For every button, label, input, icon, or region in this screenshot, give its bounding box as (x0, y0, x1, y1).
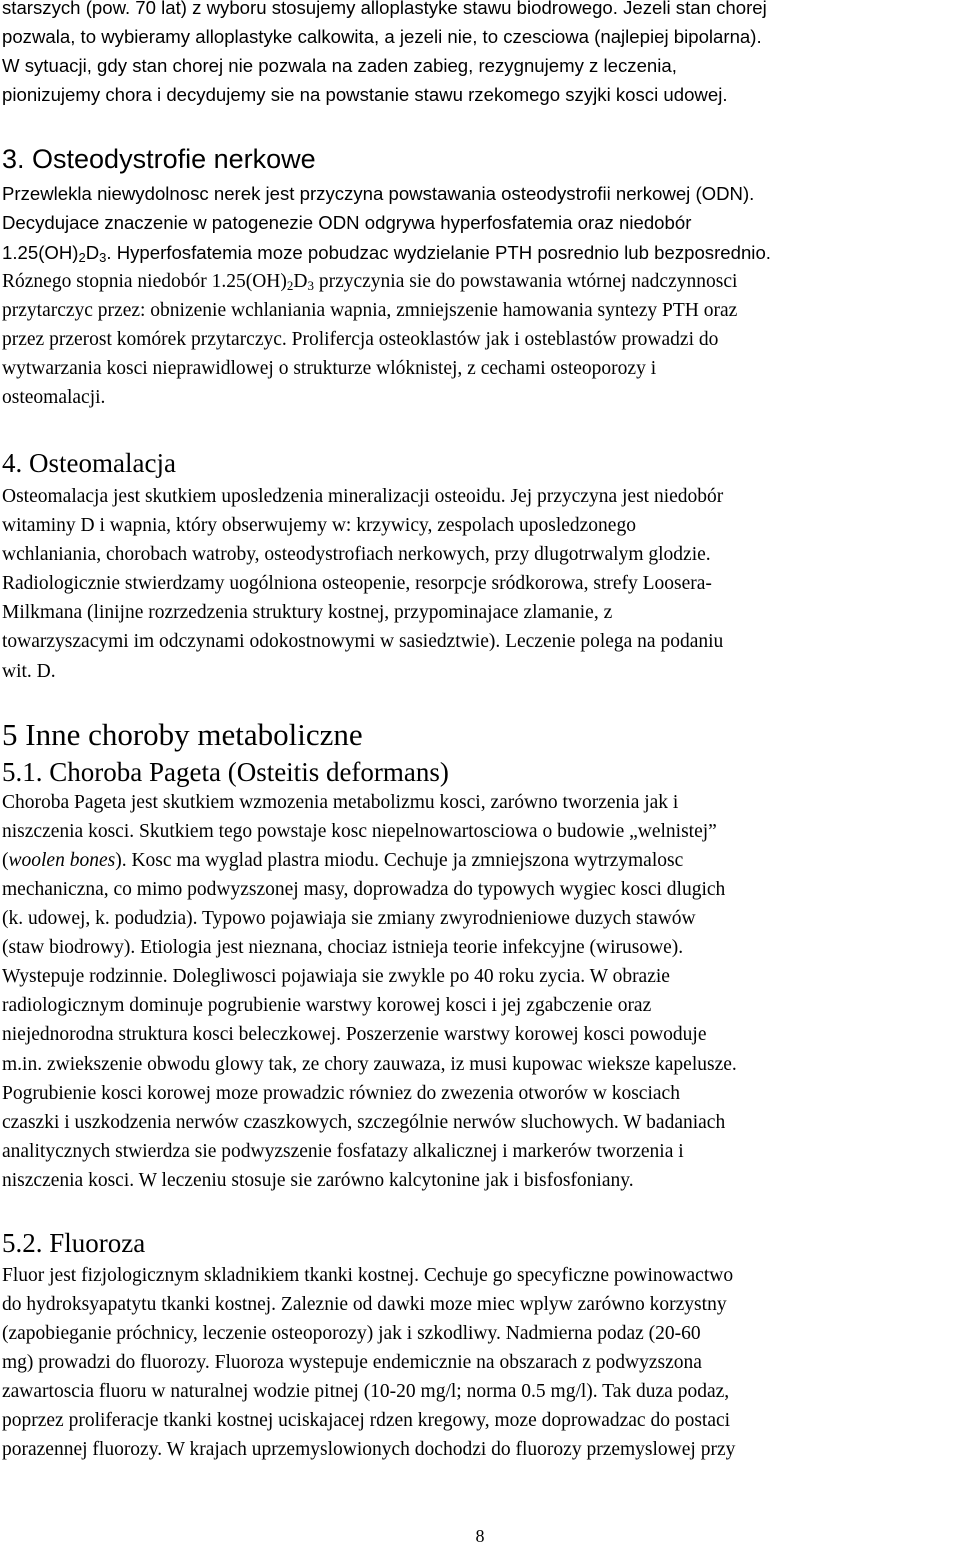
paragraph-line: przez przerost komórek przytarczyc. Prolifercja osteoklastów jak i osteblastów prowadzi do (2, 329, 719, 350)
paragraph-line: (woolen bones). Kosc ma wyglad plastra miodu. Cechuje ja zmniejszona wytrzymalosc (2, 850, 684, 871)
paragraph-line: mg) prowadzi do fluorozy. Fluoroza wystepuje endemicznie na obszarach z podwyzszona (2, 1352, 702, 1373)
paragraph-line: osteomalacji. (2, 387, 106, 408)
paragraph-line: analitycznych stwierdza sie podwyzszenie fosfatazy alkalicznej i markerów tworzenia i (2, 1141, 684, 1162)
paragraph-line: Róznego stopnia niedobór $1.25(OH)_2D_3$ przyczynia sie do powstawania wtórnej nadczynnosci (2, 271, 738, 293)
paragraph-line: radiologicznym dominuje pogrubienie warstwy korowej kosci i jej zgabczenie oraz (2, 995, 652, 1016)
paragraph-line: Fluor jest fizjologicznym skladnikiem tkanki kostnej. Cechuje go specyficzne powinowactwo (2, 1265, 734, 1286)
paragraph-line: wit. D. (2, 661, 56, 682)
paragraph-line: Choroba Pageta jest skutkiem wzmozenia metabolizmu kosci, zarówno tworzenia jak i (2, 792, 679, 813)
paragraph-line: wytwarzania kosci nieprawidlowej o strukturze wlóknistej, z cechami osteoporozy i (2, 358, 657, 379)
paragraph-line: Radiologicznie stwierdzamy uogólniona osteopenie, resorpcje sródkorowa, strefy Loosera- (2, 573, 712, 594)
intro-line: starszych (pow. 70 lat) z wyboru stosujemy alloplastyke stawu biodrowego. Jezeli stan chorej (2, 0, 767, 18)
paragraph-line: (k. udowej, k. podudzia). Typowo pojawiaja sie zmiany zwyrodnieniowe duzych stawów (2, 908, 696, 929)
paragraph-line: niejednorodna struktura kosci beleczkowej. Poszerzenie warstwy korowej kosci powoduje (2, 1024, 707, 1045)
paragraph-line: $1.25(OH)_2D_3$. Hyperfosfatemia moze pobudzac wydzielanie PTH posrednio lub bezposrednio. (2, 242, 771, 265)
intro-line: W sytuacji, gdy stan chorej nie pozwala na zaden zabieg, rezygnujemy z leczenia, (2, 55, 677, 76)
intro-line: pozwala, to wybieramy alloplastyke calkowita, a jezeli nie, to czesciowa (najlepiej bipolarna). (2, 26, 762, 47)
paragraph-line: towarzyszacymi im odczynami odokostnowymi w sasiedztwie). Leczenie polega na podaniu (2, 631, 724, 652)
section-heading: 5.1. Choroba Pageta (Osteitis deformans) (2, 757, 449, 787)
paragraph-line: Przewlekla niewydolnosc nerek jest przyczyna powstawania osteodystrofii nerkowej (ODN). (2, 183, 755, 204)
paragraph-line: Milkmana (linijne rozrzedzenia struktury kostnej, przypominajace zlamanie, z (2, 602, 613, 623)
paragraph-line: witaminy D i wapnia, który obserwujemy w: krzywicy, zespolach uposledzonego (2, 515, 636, 536)
paragraph-line: wchlaniania, chorobach watroby, osteodystrofiach nerkowych, przy dlugotrwalym glodzie. (2, 544, 711, 565)
paragraph-line: Osteomalacja jest skutkiem uposledzenia mineralizacji osteoidu. Jej przyczyna jest niedobór (2, 486, 724, 507)
paragraph-line: (staw biodrowy). Etiologia jest nieznana, chociaz istnieja teorie infekcyjne (wirusowe). (2, 937, 684, 958)
paragraph-line: m.in. zwiekszenie obwodu glowy tak, ze chory zauwaza, iz musi kupowac wieksze kapelusze. (2, 1054, 737, 1075)
paragraph-line: przytarczyc przez: obnizenie wchlaniania wapnia, zmniejszenie hamowania syntezy PTH oraz (2, 300, 738, 321)
paragraph-line: niszczenia kosci. W leczeniu stosuje sie zarówno kalcytonine jak i bisfosfoniany. (2, 1170, 634, 1191)
section-heading: 5.2. Fluoroza (2, 1228, 146, 1258)
section-heading: 4. Osteomalacja (2, 448, 176, 478)
paragraph-line: Decydujace znaczenie w patogenezie ODN odgrywa hyperfosfatemia oraz niedobór (2, 212, 692, 233)
paragraph-line: do hydroksyapatytu tkanki kostnej. Zaleznie od dawki moze miec wplyw zarówno korzystny (2, 1294, 727, 1315)
chapter-heading: 5 Inne choroby metaboliczne (2, 717, 363, 752)
section-heading: 3. Osteodystrofie nerkowe (2, 144, 316, 174)
page-number: 8 (475, 1526, 485, 1546)
paragraph-line: porazennej fluorozy. W krajach uprzemyslowionych dochodzi do fluorozy przemyslowej przy (2, 1439, 736, 1460)
intro-line: pionizujemy chora i decydujemy sie na powstanie stawu rzekomego szyjki kosci udowej. (2, 84, 728, 105)
latin-term: woolen bones (8, 850, 116, 871)
paragraph-line: zawartoscia fluoru w naturalnej wodzie pitnej (10-20 mg/l; norma 0.5 mg/l). Tak duza podaz, (2, 1381, 730, 1402)
paragraph-line: poprzez proliferacje tkanki kostnej uciskajacej rdzen kregowy, moze doprowadzac do postaci (2, 1410, 731, 1431)
paragraph-line: Wystepuje rodzinnie. Dolegliwosci pojawiaja sie zwykle po 40 roku zycia. W obrazie (2, 966, 670, 987)
paragraph-line: mechaniczna, co mimo podwyzszonej masy, doprowadza do typowych wygiec kosci dlugich (2, 879, 726, 900)
paragraph-line: Pogrubienie kosci korowej moze prowadzic równiez do zwezenia otworów w kosciach (2, 1083, 680, 1104)
paragraph-line: (zapobieganie próchnicy, leczenie osteoporozy) jak i szkodliwy. Nadmierna podaz (20-60 (2, 1323, 701, 1344)
paragraph-line: niszczenia kosci. Skutkiem tego powstaje kosc niepelnowartosciowa o budowie „welnistej” (2, 821, 717, 842)
paragraph-line: czaszki i uszkodzenia nerwów czaszkowych, szczególnie nerwów sluchowych. W badaniach (2, 1112, 726, 1133)
